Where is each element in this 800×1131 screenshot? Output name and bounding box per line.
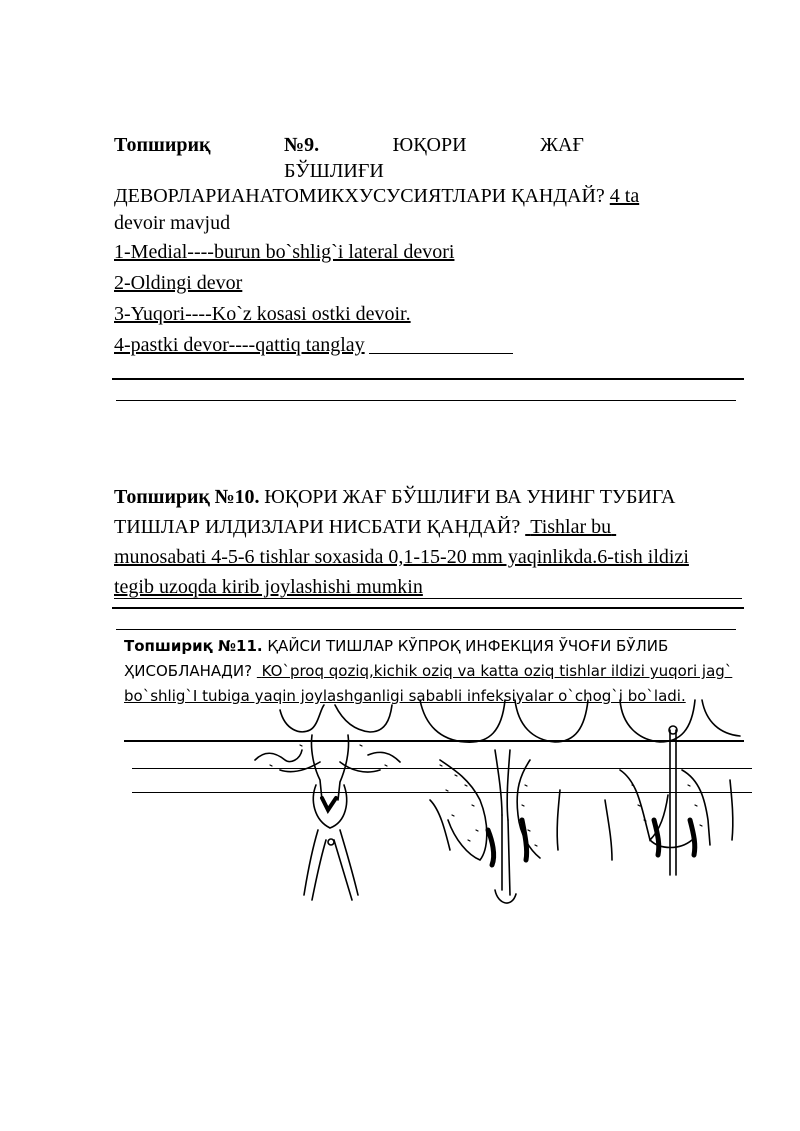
task11-question-a: ҚАЙСИ ТИШЛАР КЎПРОҚ ИНФЕКЦИЯ ЎЧОҒИ БЎЛИБ bbox=[267, 637, 669, 655]
task9-question-line bbox=[114, 182, 694, 210]
task9-item: 3-Yuqori----Ko`z kosasi ostki devoir. bbox=[114, 303, 411, 325]
task11-block bbox=[124, 634, 754, 709]
task9-number: №9. bbox=[284, 134, 320, 156]
task11-answer-a: KO`proq qoziq,kichik oziq va katta oziq tishlar ildizi yuqori jag` bbox=[261, 662, 733, 680]
task10-question-b: ТИШЛАР ИЛДИЗЛАРИ НИСБАТИ ҚАНДАЙ? bbox=[114, 516, 521, 538]
task9-question bbox=[114, 130, 694, 236]
task10-answer-b: munosabati 4-5-6 tishlar soxasida 0,1-15-20 mm yaqinlikda.6-tish ildizi bbox=[114, 546, 689, 568]
forceps-panel bbox=[255, 705, 400, 900]
task9-word-jaw: ЖАҒ bbox=[540, 134, 584, 156]
dental-extraction-illustration bbox=[240, 690, 760, 920]
answer-rule bbox=[112, 378, 744, 380]
task9-question-text: ДЕВОРЛАРИАНАТОМИКХУСУСИЯТЛАРИ ҚАНДАЙ? bbox=[114, 185, 605, 207]
task9-item: 1-Medial----burun bo`shlig`i lateral devori bbox=[114, 241, 455, 263]
task11-question-b: ҲИСОБЛАНАДИ? bbox=[124, 662, 253, 680]
task10-question-line bbox=[114, 512, 744, 542]
task9-item: 2-Oldingi devor bbox=[114, 272, 243, 294]
answer-rule bbox=[124, 740, 744, 742]
answer-rule bbox=[132, 792, 752, 793]
task10-answer-a: Tishlar bu bbox=[530, 516, 612, 538]
task11-question-line bbox=[124, 634, 754, 659]
task9-heading-row bbox=[114, 130, 584, 160]
answer-rule bbox=[112, 607, 744, 609]
task9-word-cavity: БЎШЛИҒИ bbox=[284, 160, 384, 182]
task9-item-last bbox=[114, 330, 513, 360]
task10-answer-c: tegib uzoqda kirib joylashishi mumkin bbox=[114, 576, 423, 598]
answer-rule bbox=[116, 400, 736, 401]
task9-item: 4-pastki devor----qattiq tanglay bbox=[114, 334, 365, 356]
elevator-panel bbox=[420, 700, 588, 903]
task9-answer-b: devoir mavjud bbox=[114, 212, 231, 234]
task11-answer-b: bo`shlig`I tubiga yaqin joylashganligi sababli infeksiyalar o`chog`i bo`ladi. bbox=[124, 687, 686, 705]
task9-answer-a: 4 ta bbox=[609, 185, 640, 207]
task10-label: Топшириқ №10. bbox=[114, 486, 260, 508]
task10-question-line bbox=[114, 482, 744, 512]
answer-blank-line bbox=[369, 335, 513, 354]
task9-label: Топшириқ bbox=[114, 134, 211, 156]
task11-label: Топшириқ №11. bbox=[124, 637, 263, 655]
task9-word-upper: ЮҚОРИ bbox=[392, 134, 467, 156]
task11-question-line bbox=[124, 659, 754, 684]
answer-rule bbox=[132, 768, 752, 769]
task10-answer-line bbox=[114, 572, 742, 599]
answer-rule bbox=[116, 629, 736, 630]
task10-block bbox=[114, 482, 744, 599]
task10-question-a: ЮҚОРИ ЖАҒ БЎШЛИҒИ ВА УНИНГ ТУБИГА bbox=[264, 486, 676, 508]
probe-panel bbox=[605, 700, 740, 875]
